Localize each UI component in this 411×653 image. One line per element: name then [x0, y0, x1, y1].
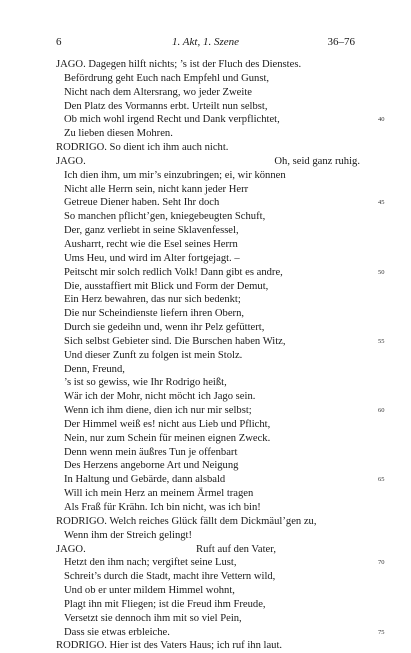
- verse-text: Denn wenn mein äußres Tun je offenbart: [64, 446, 238, 458]
- verse-text: JAGO.: [56, 155, 86, 167]
- verse-text: Des Herzens angeborne Art und Neigung: [64, 460, 239, 472]
- verse-line: [56, 72, 360, 86]
- verse-line: [56, 224, 360, 238]
- verse-line: [56, 543, 360, 557]
- verse-text: Befördrung geht Euch nach Empfehl und Gunst,: [64, 72, 270, 84]
- verse-text: Schreit’s durch die Stadt, macht ihre Vettern wild,: [64, 571, 276, 583]
- verse-text: In Haltung und Gebärde, dann alsbald: [64, 474, 226, 486]
- verse-text: Sich selbst Gebieter sind. Die Burschen haben Witz,: [64, 335, 286, 347]
- verse-text: Und ob er unter mildem Himmel wohnt,: [64, 585, 235, 597]
- verse-line: [56, 266, 385, 280]
- line-number: 40: [378, 116, 385, 124]
- verse-line: [56, 529, 360, 543]
- verse-text: Als Fraß für Krähn. Ich bin nicht, was ich bin!: [64, 502, 261, 513]
- verse-line: [56, 446, 360, 460]
- line-number: 50: [378, 268, 385, 276]
- verse-line: [56, 376, 360, 390]
- verse-line: [56, 196, 385, 210]
- verse-line: [56, 238, 360, 252]
- verse-text: Durch sie gedeihn und, wenn ihr Pelz gefüttert,: [64, 322, 265, 334]
- verse-line: [56, 307, 360, 321]
- verse-line: [56, 155, 360, 169]
- verse-line: [56, 183, 360, 197]
- verse-text: JAGO. Dagegen hilft nichts; ’s ist der Fluch des Dienstes.: [56, 59, 302, 70]
- verse-line: [56, 432, 360, 446]
- verse-text: Wär ich der Mohr, nicht möcht ich Jago sein.: [64, 391, 256, 403]
- verse-line: [56, 210, 360, 224]
- line-number: 70: [378, 559, 385, 567]
- verse-line: [56, 556, 385, 570]
- verse-text: Nicht alle Herrn sein, nicht kann jeder Herr: [64, 183, 249, 195]
- verse-line: [56, 598, 360, 612]
- verse-line: [56, 349, 360, 363]
- verse-text: Ausharrt, recht wie die Esel seines Herrn: [64, 238, 238, 250]
- verse-line: [56, 501, 360, 515]
- verse-line: [56, 252, 360, 266]
- verse-continuation: Ruft auf den Vater,: [196, 543, 276, 555]
- verse-line: [56, 584, 360, 598]
- verse-line: [56, 459, 360, 473]
- verse-line: [56, 335, 385, 349]
- verse-text: Der Himmel weiß es! nicht aus Lieb und Pflicht,: [64, 418, 271, 430]
- verse-line: [56, 141, 360, 155]
- verse-line: [56, 639, 360, 653]
- line-number: 75: [378, 628, 385, 636]
- verse-text: Denn, Freund,: [64, 363, 125, 375]
- verse-text: Ums Heu, und wird im Alter fortgejagt. –: [64, 252, 240, 264]
- verse-line: [56, 473, 385, 487]
- verse-line: [56, 58, 360, 72]
- page-header: [0, 36, 411, 52]
- verse-text: Plagt ihn mit Fliegen; ist die Freud ihm Freude,: [64, 598, 266, 610]
- verse-line: [56, 293, 360, 307]
- verse-text: So manchen pflicht’gen, kniegebeugten Schuft,: [64, 211, 266, 223]
- verse-continuation: Oh, seid ganz ruhig.: [274, 155, 360, 167]
- running-title: 1. Akt, 1. Szene: [171, 36, 239, 48]
- verse-text: Wenn ihm der Streich gelingt!: [64, 529, 193, 541]
- verse-line: [56, 363, 360, 377]
- verse-text: Versetzt sie dennoch ihm mit so viel Pein,: [64, 612, 242, 624]
- verse-text: Und dieser Zunft zu folgen ist mein Stolz.: [64, 349, 243, 361]
- verse-text: Peitscht mir solch redlich Volk! Dann gibt es andre,: [64, 266, 283, 278]
- verse-text: RODRIGO. Hier ist des Vaters Haus; ich ruf ihn laut.: [56, 640, 283, 652]
- verse-text: Die nur Scheindienste liefern ihren Obern,: [64, 308, 245, 320]
- verse-text: Zu lieben diesen Mohren.: [64, 128, 173, 140]
- play-text: [56, 58, 385, 653]
- line-number: 55: [378, 337, 385, 345]
- verse-text: JAGO.: [56, 543, 86, 555]
- verse-text: Ein Herz bewahren, das nur sich bedenkt;: [64, 294, 241, 306]
- line-number: 65: [378, 476, 385, 484]
- verse-line: [56, 404, 385, 418]
- verse-line: [56, 113, 385, 127]
- verse-line: [56, 612, 360, 626]
- line-number: 60: [378, 407, 385, 415]
- verse-text: Dass sie etwas erbleiche.: [64, 626, 170, 638]
- verse-text: RODRIGO. So dient ich ihm auch nicht.: [56, 142, 229, 154]
- verse-line: [56, 570, 360, 584]
- verse-line: [56, 169, 360, 183]
- verse-text: Nicht nach dem Altersrang, wo jeder Zweite: [64, 86, 252, 98]
- verse-line: [56, 321, 360, 335]
- verse-line: [56, 86, 360, 100]
- verse-text: Nein, nur zum Schein für meinen eignen Zweck.: [64, 432, 271, 444]
- verse-text: Ich dien ihm, um mir’s einzubringen; ei, wir können: [64, 169, 286, 181]
- verse-line: [56, 127, 360, 141]
- verse-text: Getreue Diener haben. Seht Ihr doch: [64, 197, 220, 209]
- verse-text: Will ich mein Herz an meinem Ärmel tragen: [64, 488, 254, 500]
- verse-line: [56, 626, 385, 640]
- line-number: 45: [378, 199, 385, 207]
- verse-line: [56, 390, 360, 404]
- verse-line: [56, 487, 360, 501]
- verse-line: [56, 100, 360, 114]
- verse-text: Ob mich wohl irgend Recht und Dank verpflichtet,: [64, 114, 280, 126]
- page-number: 6: [56, 36, 62, 48]
- verse-text: ’s ist so gewiss, wie Ihr Rodrigo heißt,: [64, 377, 227, 389]
- verse-text: Wenn ich ihm diene, dien ich nur mir selbst;: [64, 405, 252, 417]
- verse-line: [56, 418, 360, 432]
- verse-text: Den Platz des Vormanns erbt. Urteilt nun selbst,: [64, 100, 268, 112]
- verse-text: Hetzt den ihm nach; vergiftet seine Lust,: [64, 557, 237, 569]
- verse-text: Der, ganz verliebt in seine Sklavenfessel,: [64, 225, 239, 237]
- verse-line: [56, 280, 360, 294]
- line-range: 36–76: [327, 36, 355, 48]
- verse-line: [56, 515, 360, 529]
- verse-text: RODRIGO. Welch reiches Glück fällt dem Dickmäul’gen zu,: [56, 515, 317, 527]
- verse-text: Die, ausstaffiert mit Blick und Form der Demut,: [64, 280, 269, 292]
